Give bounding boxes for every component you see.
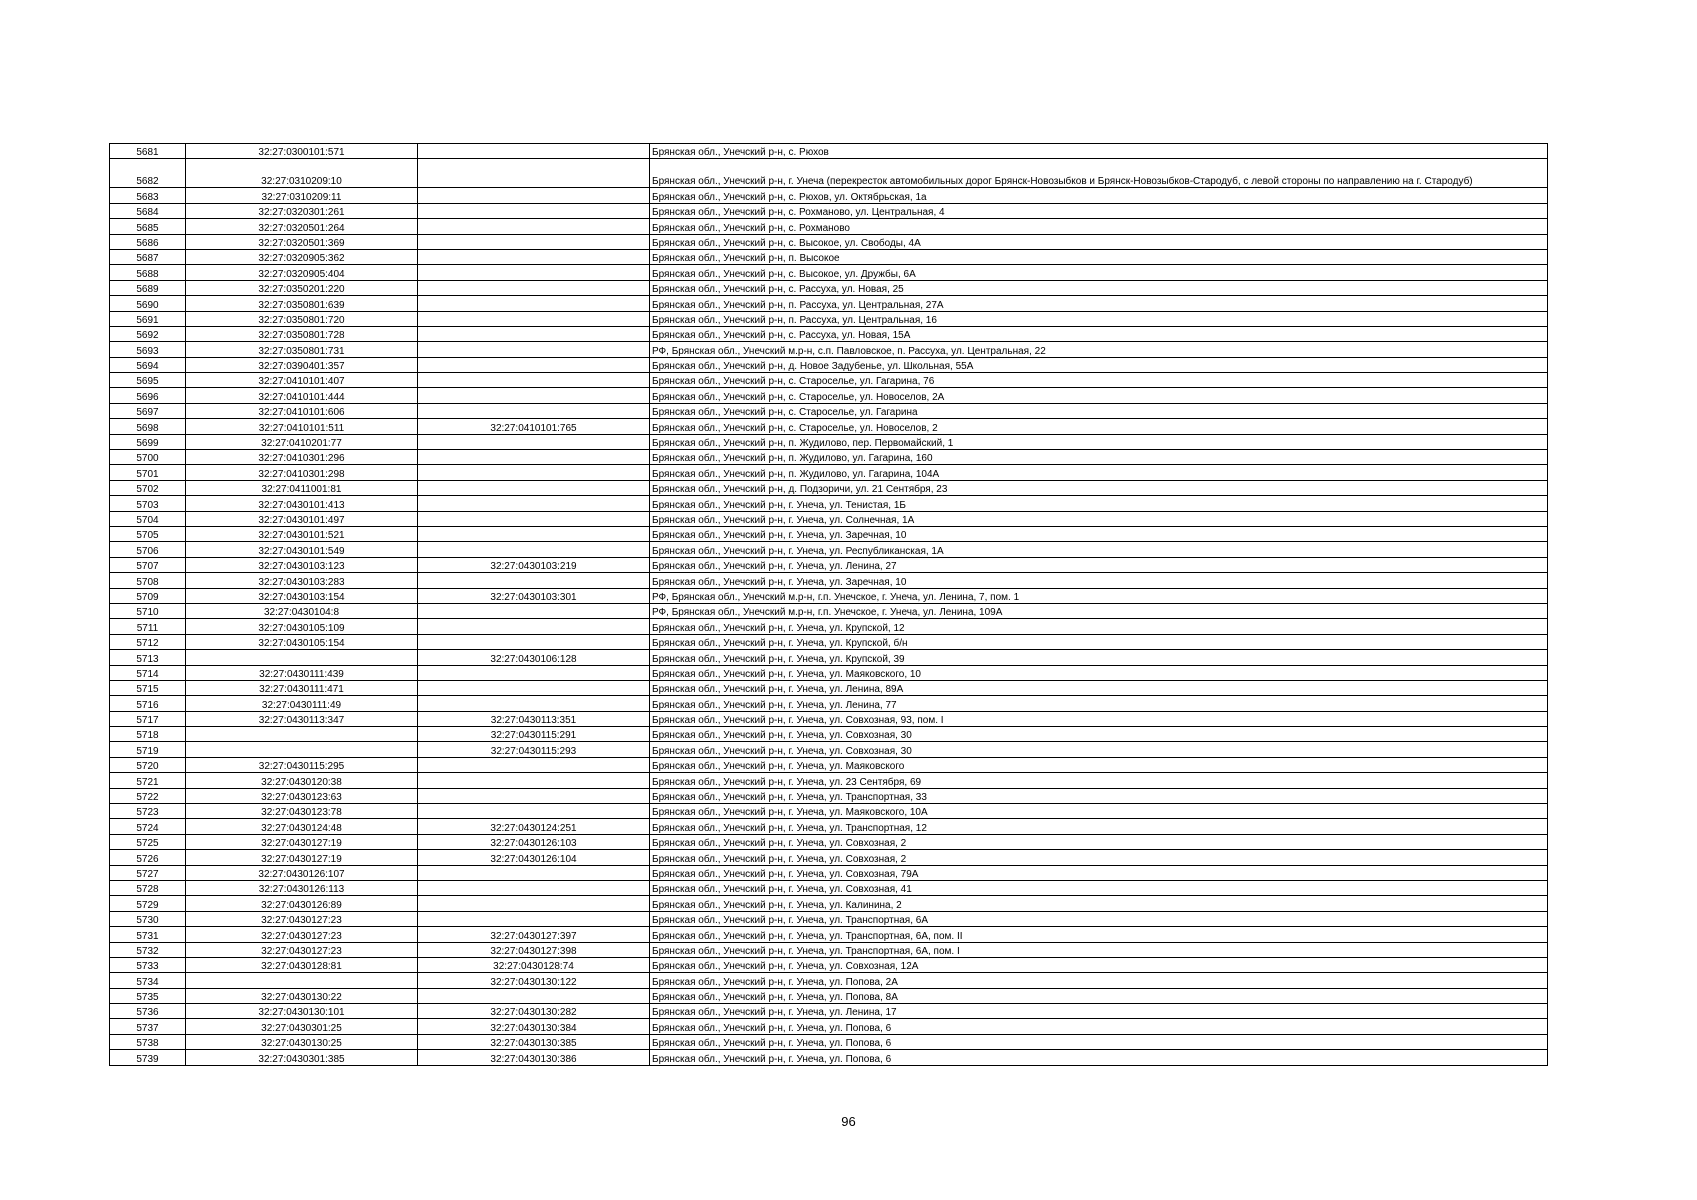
cadastral-number-cell: 32:27:0430123:78 (186, 804, 418, 819)
table-row (110, 496, 1548, 511)
object-number-cell: 32:27:0430128:74 (418, 957, 650, 972)
row-number-cell: 5691 (110, 311, 186, 326)
row-number-cell: 5733 (110, 957, 186, 972)
address-cell: Брянская обл., Унечский р-н, г. Унеча, ул. Совхозная, 30 (650, 742, 1548, 757)
address-cell: Брянская обл., Унечский р-н, с. Высокое, ул. Дружбы, 6А (650, 265, 1548, 280)
table-row (110, 234, 1548, 249)
row-number-cell: 5699 (110, 434, 186, 449)
table-row (110, 850, 1548, 865)
table-row (110, 634, 1548, 649)
cadastral-number-cell: 32:27:0430127:23 (186, 911, 418, 926)
object-number-cell: 32:27:0430127:397 (418, 927, 650, 942)
row-number-cell: 5739 (110, 1050, 186, 1065)
address-cell: Брянская обл., Унечский р-н, г. Унеча, ул. Попова, 6 (650, 1050, 1548, 1065)
address-cell: Брянская обл., Унечский р-н, г. Унеча, ул. Крупской, 12 (650, 619, 1548, 634)
table-row (110, 296, 1548, 311)
table-row (110, 203, 1548, 218)
table-row (110, 373, 1548, 388)
table-row (110, 1019, 1548, 1034)
row-number-cell: 5728 (110, 880, 186, 895)
address-cell: Брянская обл., Унечский р-н, г. Унеча, ул. Совхозная, 41 (650, 880, 1548, 895)
cadastral-number-cell: 32:27:0430111:471 (186, 680, 418, 695)
object-number-cell (418, 357, 650, 372)
table-row (110, 434, 1548, 449)
table-row (110, 326, 1548, 341)
object-number-cell (418, 880, 650, 895)
object-number-cell (418, 865, 650, 880)
row-number-cell: 5704 (110, 511, 186, 526)
row-number-cell: 5687 (110, 249, 186, 264)
row-number-cell: 5700 (110, 450, 186, 465)
object-number-cell (418, 634, 650, 649)
cadastral-number-cell: 32:27:0430123:63 (186, 788, 418, 803)
row-number-cell: 5716 (110, 696, 186, 711)
table-row (110, 819, 1548, 834)
address-cell: РФ, Брянская обл., Унечский м.р-н, г.п. Унечское, г. Унеча, ул. Ленина, 7, пом. 1 (650, 588, 1548, 603)
row-number-cell: 5705 (110, 526, 186, 541)
object-number-cell (418, 311, 650, 326)
cadastral-number-cell: 32:27:0410301:296 (186, 450, 418, 465)
object-number-cell: 32:27:0430103:219 (418, 557, 650, 572)
table-row (110, 957, 1548, 972)
object-number-cell: 32:27:0430103:301 (418, 588, 650, 603)
object-number-cell (418, 144, 650, 159)
address-cell: Брянская обл., Унечский р-н, с. Староселье, ул. Новоселов, 2 (650, 419, 1548, 434)
object-number-cell (418, 434, 650, 449)
address-cell: Брянская обл., Унечский р-н, с. Староселье, ул. Гагарина, 76 (650, 373, 1548, 388)
object-number-cell: 32:27:0430126:103 (418, 834, 650, 849)
table-row (110, 450, 1548, 465)
table-row (110, 480, 1548, 495)
row-number-cell: 5727 (110, 865, 186, 880)
cadastral-number-cell: 32:27:0410101:511 (186, 419, 418, 434)
object-number-cell (418, 757, 650, 772)
object-number-cell (418, 465, 650, 480)
table-row (110, 680, 1548, 695)
cadastral-number-cell: 32:27:0320501:264 (186, 219, 418, 234)
table-row (110, 1050, 1548, 1065)
table-row (110, 557, 1548, 572)
cadastral-number-cell: 32:27:0430105:154 (186, 634, 418, 649)
address-cell: Брянская обл., Унечский р-н, г. Унеча, ул. Совхозная, 93, пом. I (650, 711, 1548, 726)
row-number-cell: 5738 (110, 1034, 186, 1049)
table-row (110, 757, 1548, 772)
address-cell: Брянская обл., Унечский р-н, г. Унеча, ул. Маяковского, 10 (650, 665, 1548, 680)
table-row (110, 665, 1548, 680)
row-number-cell: 5696 (110, 388, 186, 403)
object-number-cell: 32:27:0430124:251 (418, 819, 650, 834)
address-cell: Брянская обл., Унечский р-н, г. Унеча, ул. Совхозная, 12А (650, 957, 1548, 972)
row-number-cell: 5735 (110, 988, 186, 1003)
address-cell: Брянская обл., Унечский р-н, г. Унеча (перекресток автомобильных дорог Брянск-Новозыбков и Брянск-Новозыбков-Стародуб, с левой стороны по направлению на г. Стародуб) (650, 159, 1548, 188)
cadastral-number-cell: 32:27:0430127:19 (186, 850, 418, 865)
table-row (110, 511, 1548, 526)
row-number-cell: 5690 (110, 296, 186, 311)
object-number-cell (418, 665, 650, 680)
address-cell: Брянская обл., Унечский р-н, г. Унеча, ул. 23 Сентября, 69 (650, 773, 1548, 788)
cadastral-number-cell: 32:27:0430115:295 (186, 757, 418, 772)
object-number-cell (418, 542, 650, 557)
table-row (110, 342, 1548, 357)
cadastral-number-cell: 32:27:0430124:48 (186, 819, 418, 834)
row-number-cell: 5732 (110, 942, 186, 957)
table-row (110, 727, 1548, 742)
address-cell: Брянская обл., Унечский р-н, г. Унеча, ул. Совхозная, 2 (650, 834, 1548, 849)
cadastral-number-cell (186, 742, 418, 757)
registry-table (109, 143, 1548, 1066)
table-row (110, 573, 1548, 588)
object-number-cell: 32:27:0430130:282 (418, 1004, 650, 1019)
table-row (110, 249, 1548, 264)
cadastral-number-cell: 32:27:0430128:81 (186, 957, 418, 972)
cadastral-number-cell: 32:27:0430301:25 (186, 1019, 418, 1034)
row-number-cell: 5685 (110, 219, 186, 234)
row-number-cell: 5701 (110, 465, 186, 480)
object-number-cell (418, 280, 650, 295)
cadastral-number-cell: 32:27:0300101:571 (186, 144, 418, 159)
address-cell: Брянская обл., Унечский р-н, с. Рохманово, ул. Центральная, 4 (650, 203, 1548, 218)
object-number-cell: 32:27:0430130:386 (418, 1050, 650, 1065)
table-row (110, 973, 1548, 988)
table-row (110, 911, 1548, 926)
row-number-cell: 5717 (110, 711, 186, 726)
cadastral-number-cell: 32:27:0430126:89 (186, 896, 418, 911)
row-number-cell: 5688 (110, 265, 186, 280)
cadastral-number-cell: 32:27:0390401:357 (186, 357, 418, 372)
registry-table-body (110, 144, 1548, 1066)
row-number-cell: 5692 (110, 326, 186, 341)
address-cell: Брянская обл., Унечский р-н, г. Унеча, ул. Совхозная, 2 (650, 850, 1548, 865)
row-number-cell: 5718 (110, 727, 186, 742)
object-number-cell (418, 249, 650, 264)
row-number-cell: 5695 (110, 373, 186, 388)
table-row (110, 280, 1548, 295)
object-number-cell (418, 804, 650, 819)
table-row (110, 526, 1548, 541)
address-cell: Брянская обл., Унечский р-н, д. Подзоричи, ул. 21 Сентября, 23 (650, 480, 1548, 495)
table-row (110, 942, 1548, 957)
address-cell: Брянская обл., Унечский р-н, г. Унеча, ул. Ленина, 77 (650, 696, 1548, 711)
cadastral-number-cell: 32:27:0430127:23 (186, 942, 418, 957)
address-cell: Брянская обл., Унечский р-н, г. Унеча, ул. Крупской, б/н (650, 634, 1548, 649)
address-cell: Брянская обл., Унечский р-н, г. Унеча, ул. Маяковского, 10А (650, 804, 1548, 819)
table-row (110, 311, 1548, 326)
row-number-cell: 5724 (110, 819, 186, 834)
cadastral-number-cell: 32:27:0430301:385 (186, 1050, 418, 1065)
object-number-cell: 32:27:0430130:385 (418, 1034, 650, 1049)
row-number-cell: 5684 (110, 203, 186, 218)
object-number-cell (418, 526, 650, 541)
object-number-cell (418, 496, 650, 511)
cadastral-number-cell: 32:27:0430130:25 (186, 1034, 418, 1049)
object-number-cell (418, 680, 650, 695)
row-number-cell: 5689 (110, 280, 186, 295)
object-number-cell: 32:27:0430115:293 (418, 742, 650, 757)
address-cell: Брянская обл., Унечский р-н, г. Унеча, ул. Республиканская, 1А (650, 542, 1548, 557)
table-row (110, 650, 1548, 665)
row-number-cell: 5698 (110, 419, 186, 434)
address-cell: Брянская обл., Унечский р-н, п. Жудилово, ул. Гагарина, 160 (650, 450, 1548, 465)
row-number-cell: 5729 (110, 896, 186, 911)
object-number-cell (418, 234, 650, 249)
object-number-cell (418, 619, 650, 634)
row-number-cell: 5703 (110, 496, 186, 511)
row-number-cell: 5734 (110, 973, 186, 988)
table-row (110, 788, 1548, 803)
address-cell: РФ, Брянская обл., Унечский м.р-н, с.п. Павловское, п. Рассуха, ул. Центральная, 22 (650, 342, 1548, 357)
cadastral-number-cell: 32:27:0350801:731 (186, 342, 418, 357)
object-number-cell (418, 296, 650, 311)
cadastral-number-cell: 32:27:0320501:369 (186, 234, 418, 249)
cadastral-number-cell: 32:27:0430101:521 (186, 526, 418, 541)
row-number-cell: 5682 (110, 159, 186, 188)
row-number-cell: 5722 (110, 788, 186, 803)
table-row (110, 865, 1548, 880)
cadastral-number-cell: 32:27:0430130:22 (186, 988, 418, 1003)
cadastral-number-cell: 32:27:0350201:220 (186, 280, 418, 295)
cadastral-number-cell: 32:27:0350801:639 (186, 296, 418, 311)
address-cell: Брянская обл., Унечский р-н, с. Рассуха, ул. Новая, 25 (650, 280, 1548, 295)
row-number-cell: 5726 (110, 850, 186, 865)
object-number-cell: 32:27:0410101:765 (418, 419, 650, 434)
row-number-cell: 5710 (110, 603, 186, 618)
row-number-cell: 5694 (110, 357, 186, 372)
object-number-cell (418, 373, 650, 388)
address-cell: Брянская обл., Унечский р-н, с. Староселье, ул. Гагарина (650, 403, 1548, 418)
address-cell: Брянская обл., Унечский р-н, г. Унеча, ул. Транспортная, 6А, пом. II (650, 927, 1548, 942)
row-number-cell: 5697 (110, 403, 186, 418)
cadastral-number-cell: 32:27:0411001:81 (186, 480, 418, 495)
cadastral-number-cell: 32:27:0410101:444 (186, 388, 418, 403)
row-number-cell: 5723 (110, 804, 186, 819)
table-row (110, 1034, 1548, 1049)
cadastral-number-cell: 32:27:0310209:10 (186, 159, 418, 188)
object-number-cell: 32:27:0430113:351 (418, 711, 650, 726)
table-row (110, 988, 1548, 1003)
row-number-cell: 5731 (110, 927, 186, 942)
row-number-cell: 5714 (110, 665, 186, 680)
cadastral-number-cell: 32:27:0430111:49 (186, 696, 418, 711)
table-row (110, 927, 1548, 942)
table-row (110, 773, 1548, 788)
row-number-cell: 5711 (110, 619, 186, 634)
cadastral-number-cell (186, 650, 418, 665)
address-cell: Брянская обл., Унечский р-н, д. Новое Задубенье, ул. Школьная, 55А (650, 357, 1548, 372)
object-number-cell (418, 203, 650, 218)
address-cell: Брянская обл., Унечский р-н, п. Жудилово, пер. Первомайский, 1 (650, 434, 1548, 449)
table-row (110, 403, 1548, 418)
table-row (110, 834, 1548, 849)
cadastral-number-cell: 32:27:0430126:107 (186, 865, 418, 880)
object-number-cell (418, 403, 650, 418)
address-cell: Брянская обл., Унечский р-н, г. Унеча, ул. Калинина, 2 (650, 896, 1548, 911)
row-number-cell: 5683 (110, 188, 186, 203)
address-cell: Брянская обл., Унечский р-н, г. Унеча, ул. Транспортная, 6А, пом. I (650, 942, 1548, 957)
cadastral-number-cell (186, 727, 418, 742)
row-number-cell: 5686 (110, 234, 186, 249)
table-row (110, 388, 1548, 403)
address-cell: Брянская обл., Унечский р-н, г. Унеча, ул. Совхозная, 79А (650, 865, 1548, 880)
object-number-cell (418, 159, 650, 188)
table-row (110, 896, 1548, 911)
address-cell: Брянская обл., Унечский р-н, г. Унеча, ул. Тенистая, 1Б (650, 496, 1548, 511)
address-cell: Брянская обл., Унечский р-н, п. Рассуха, ул. Центральная, 27А (650, 296, 1548, 311)
table-row (110, 159, 1548, 188)
address-cell: Брянская обл., Унечский р-н, г. Унеча, ул. Маяковского (650, 757, 1548, 772)
table-row (110, 419, 1548, 434)
object-number-cell (418, 450, 650, 465)
address-cell: Брянская обл., Унечский р-н, г. Унеча, ул. Попова, 8А (650, 988, 1548, 1003)
object-number-cell: 32:27:0430130:122 (418, 973, 650, 988)
table-row (110, 188, 1548, 203)
address-cell: Брянская обл., Унечский р-н, с. Староселье, ул. Новоселов, 2А (650, 388, 1548, 403)
row-number-cell: 5715 (110, 680, 186, 695)
cadastral-number-cell: 32:27:0430101:549 (186, 542, 418, 557)
cadastral-number-cell: 32:27:0350801:720 (186, 311, 418, 326)
cadastral-number-cell: 32:27:0410301:298 (186, 465, 418, 480)
cadastral-number-cell: 32:27:0410201:77 (186, 434, 418, 449)
row-number-cell: 5737 (110, 1019, 186, 1034)
object-number-cell (418, 388, 650, 403)
object-number-cell (418, 988, 650, 1003)
row-number-cell: 5719 (110, 742, 186, 757)
row-number-cell: 5736 (110, 1004, 186, 1019)
object-number-cell: 32:27:0430126:104 (418, 850, 650, 865)
table-row (110, 804, 1548, 819)
cadastral-number-cell: 32:27:0430113:347 (186, 711, 418, 726)
address-cell: Брянская обл., Унечский р-н, г. Унеча, ул. Транспортная, 12 (650, 819, 1548, 834)
object-number-cell (418, 480, 650, 495)
object-number-cell: 32:27:0430130:384 (418, 1019, 650, 1034)
cadastral-number-cell: 32:27:0350801:728 (186, 326, 418, 341)
address-cell: Брянская обл., Унечский р-н, г. Унеча, ул. Ленина, 17 (650, 1004, 1548, 1019)
row-number-cell: 5702 (110, 480, 186, 495)
cadastral-number-cell: 32:27:0430111:439 (186, 665, 418, 680)
address-cell: Брянская обл., Унечский р-н, г. Унеча, ул. Крупской, 39 (650, 650, 1548, 665)
cadastral-number-cell (186, 973, 418, 988)
address-cell: РФ, Брянская обл., Унечский м.р-н, г.п. Унечское, г. Унеча, ул. Ленина, 109А (650, 603, 1548, 618)
table-row (110, 588, 1548, 603)
address-cell: Брянская обл., Унечский р-н, п. Рассуха, ул. Центральная, 16 (650, 311, 1548, 326)
address-cell: Брянская обл., Унечский р-н, с. Рохманово (650, 219, 1548, 234)
address-cell: Брянская обл., Унечский р-н, г. Унеча, ул. Попова, 6 (650, 1034, 1548, 1049)
row-number-cell: 5721 (110, 773, 186, 788)
object-number-cell (418, 603, 650, 618)
row-number-cell: 5681 (110, 144, 186, 159)
table-row (110, 619, 1548, 634)
object-number-cell: 32:27:0430127:398 (418, 942, 650, 957)
table-row (110, 542, 1548, 557)
address-cell: Брянская обл., Унечский р-н, с. Рюхов, ул. Октябрьская, 1а (650, 188, 1548, 203)
address-cell: Брянская обл., Унечский р-н, г. Унеча, ул. Попова, 2А (650, 973, 1548, 988)
address-cell: Брянская обл., Унечский р-н, г. Унеча, ул. Транспортная, 6А (650, 911, 1548, 926)
object-number-cell (418, 188, 650, 203)
object-number-cell (418, 788, 650, 803)
row-number-cell: 5713 (110, 650, 186, 665)
cadastral-number-cell: 32:27:0430104:8 (186, 603, 418, 618)
address-cell: Брянская обл., Унечский р-н, г. Унеча, ул. Заречная, 10 (650, 526, 1548, 541)
address-cell: Брянская обл., Унечский р-н, с. Рассуха, ул. Новая, 15А (650, 326, 1548, 341)
object-number-cell (418, 896, 650, 911)
cadastral-number-cell: 32:27:0430103:154 (186, 588, 418, 603)
row-number-cell: 5709 (110, 588, 186, 603)
cadastral-number-cell: 32:27:0430126:113 (186, 880, 418, 895)
cadastral-number-cell: 32:27:0430105:109 (186, 619, 418, 634)
table-row (110, 265, 1548, 280)
address-cell: Брянская обл., Унечский р-н, г. Унеча, ул. Ленина, 27 (650, 557, 1548, 572)
cadastral-number-cell: 32:27:0430103:123 (186, 557, 418, 572)
table-row (110, 219, 1548, 234)
address-cell: Брянская обл., Унечский р-н, с. Высокое, ул. Свободы, 4А (650, 234, 1548, 249)
row-number-cell: 5707 (110, 557, 186, 572)
address-cell: Брянская обл., Унечский р-н, г. Унеча, ул. Солнечная, 1А (650, 511, 1548, 526)
address-cell: Брянская обл., Унечский р-н, г. Унеча, ул. Попова, 6 (650, 1019, 1548, 1034)
cadastral-number-cell: 32:27:0430101:497 (186, 511, 418, 526)
table-row (110, 465, 1548, 480)
cadastral-number-cell: 32:27:0430127:23 (186, 927, 418, 942)
table-row (110, 357, 1548, 372)
address-cell: Брянская обл., Унечский р-н, г. Унеча, ул. Совхозная, 30 (650, 727, 1548, 742)
page-number: 96 (841, 1114, 856, 1129)
cadastral-number-cell: 32:27:0310209:11 (186, 188, 418, 203)
table-row (110, 742, 1548, 757)
cadastral-number-cell: 32:27:0430103:283 (186, 573, 418, 588)
table-row (110, 1004, 1548, 1019)
table-row (110, 880, 1548, 895)
object-number-cell: 32:27:0430115:291 (418, 727, 650, 742)
address-cell: Брянская обл., Унечский р-н, г. Унеча, ул. Ленина, 89А (650, 680, 1548, 695)
object-number-cell (418, 573, 650, 588)
row-number-cell: 5725 (110, 834, 186, 849)
cadastral-number-cell: 32:27:0430130:101 (186, 1004, 418, 1019)
object-number-cell: 32:27:0430106:128 (418, 650, 650, 665)
cadastral-number-cell: 32:27:0410101:407 (186, 373, 418, 388)
object-number-cell (418, 696, 650, 711)
cadastral-number-cell: 32:27:0430101:413 (186, 496, 418, 511)
address-cell: Брянская обл., Унечский р-н, п. Высокое (650, 249, 1548, 264)
table-row (110, 711, 1548, 726)
cadastral-number-cell: 32:27:0430120:38 (186, 773, 418, 788)
object-number-cell (418, 265, 650, 280)
table-row (110, 603, 1548, 618)
table-row (110, 696, 1548, 711)
object-number-cell (418, 219, 650, 234)
object-number-cell (418, 342, 650, 357)
object-number-cell (418, 326, 650, 341)
cadastral-number-cell: 32:27:0410101:606 (186, 403, 418, 418)
address-cell: Брянская обл., Унечский р-н, г. Унеча, ул. Транспортная, 33 (650, 788, 1548, 803)
cadastral-number-cell: 32:27:0320905:362 (186, 249, 418, 264)
cadastral-number-cell: 32:27:0320905:404 (186, 265, 418, 280)
cadastral-number-cell: 32:27:0430127:19 (186, 834, 418, 849)
row-number-cell: 5730 (110, 911, 186, 926)
row-number-cell: 5712 (110, 634, 186, 649)
table-row (110, 144, 1548, 159)
row-number-cell: 5693 (110, 342, 186, 357)
address-cell: Брянская обл., Унечский р-н, п. Жудилово, ул. Гагарина, 104А (650, 465, 1548, 480)
object-number-cell (418, 773, 650, 788)
row-number-cell: 5706 (110, 542, 186, 557)
object-number-cell (418, 511, 650, 526)
address-cell: Брянская обл., Унечский р-н, г. Унеча, ул. Заречная, 10 (650, 573, 1548, 588)
object-number-cell (418, 911, 650, 926)
cadastral-number-cell: 32:27:0320301:261 (186, 203, 418, 218)
row-number-cell: 5720 (110, 757, 186, 772)
address-cell: Брянская обл., Унечский р-н, с. Рюхов (650, 144, 1548, 159)
row-number-cell: 5708 (110, 573, 186, 588)
